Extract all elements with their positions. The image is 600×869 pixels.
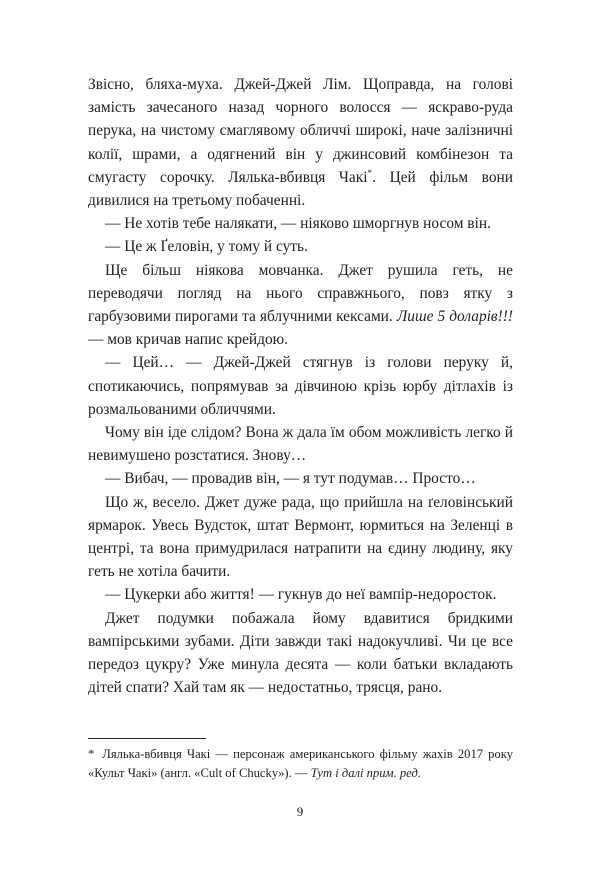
footnote-editor-note: Тут і далі прим. ред. bbox=[310, 766, 421, 780]
chalk-sign-text: Лише 5 доларів!!! bbox=[396, 308, 513, 326]
page-number: 9 bbox=[296, 804, 304, 819]
footnote bbox=[88, 745, 513, 783]
footnote-mark: * bbox=[88, 747, 95, 761]
paragraph-7: — Вибач, — провадив він, — я тут подумав… Просто… bbox=[105, 470, 476, 488]
paragraph-5: — Цей… — Джей-Джей стягнув із голови перуку й, спотикаючись, попрямував за дівчиною крізь юрбу дітлахів із розмальованими обличчями. bbox=[88, 354, 513, 418]
footnote-ref: * bbox=[367, 167, 373, 178]
footnote-divider bbox=[88, 738, 206, 739]
paragraph-4: Ще більш ніякова мовчанка. Джет рушила геть, не переводячи погляд на нього справжнього, повз ятку з гарбузовими пирогами та яблучними кексами. Лише 5 доларів!!! — мов кричав напис крейдою. bbox=[88, 261, 513, 349]
body-text bbox=[88, 73, 513, 699]
paragraph-9: — Цукерки або життя! — гукнув до неї вампір-недоросток. bbox=[105, 586, 497, 604]
paragraph-8: Що ж, весело. Джет дуже рада, що прийшла на ґеловінський ярмарок. Увесь Вудсток, штат Вермонт, юрмиться на Зеленці в центрі, та вона примудрилася натрапити на єдину людину, яку геть не хотіла бачити. bbox=[88, 493, 513, 581]
paragraph-2: — Не хотів тебе налякати, — ніяково шморгнув носом він. bbox=[105, 215, 491, 233]
paragraph-1: Звісно, бляха-муха. Джей-Джей Лім. Щоправда, на голові замість зачесаного назад чорного волосся — яскраво-руда перука, на чистому смаглявому обличчі широкі, наче залізничні колії, шрами, а одягнений він у джинсовий комбінезон та смугасту сорочку. Лялька-вбивця Чакі*. Цей фільм вони дивилися на третьому побаченні. bbox=[88, 76, 513, 210]
paragraph-6: Чому він іде слідом? Вона ж дала їм обом можливість легко й невимушено розстатися. Знову… bbox=[88, 424, 513, 465]
paragraph-10: Джет подумки побажала йому вдавитися бридкими вампірськими зубами. Діти завжди такі надокучливі. Чи це все передоз цукру? Уже минула десята — коли батьки вкладають дітей спати? Хай там як — недостатньо, трясця, рано. bbox=[88, 609, 513, 697]
footnote-text: Лялька-вбивця Чакі — персонаж американського фільму жахів 2017 року «Культ Чакі» (англ. «Cult of Chucky»). — bbox=[88, 747, 513, 780]
paragraph-3: — Це ж Ґеловін, у тому й суть. bbox=[105, 238, 308, 256]
